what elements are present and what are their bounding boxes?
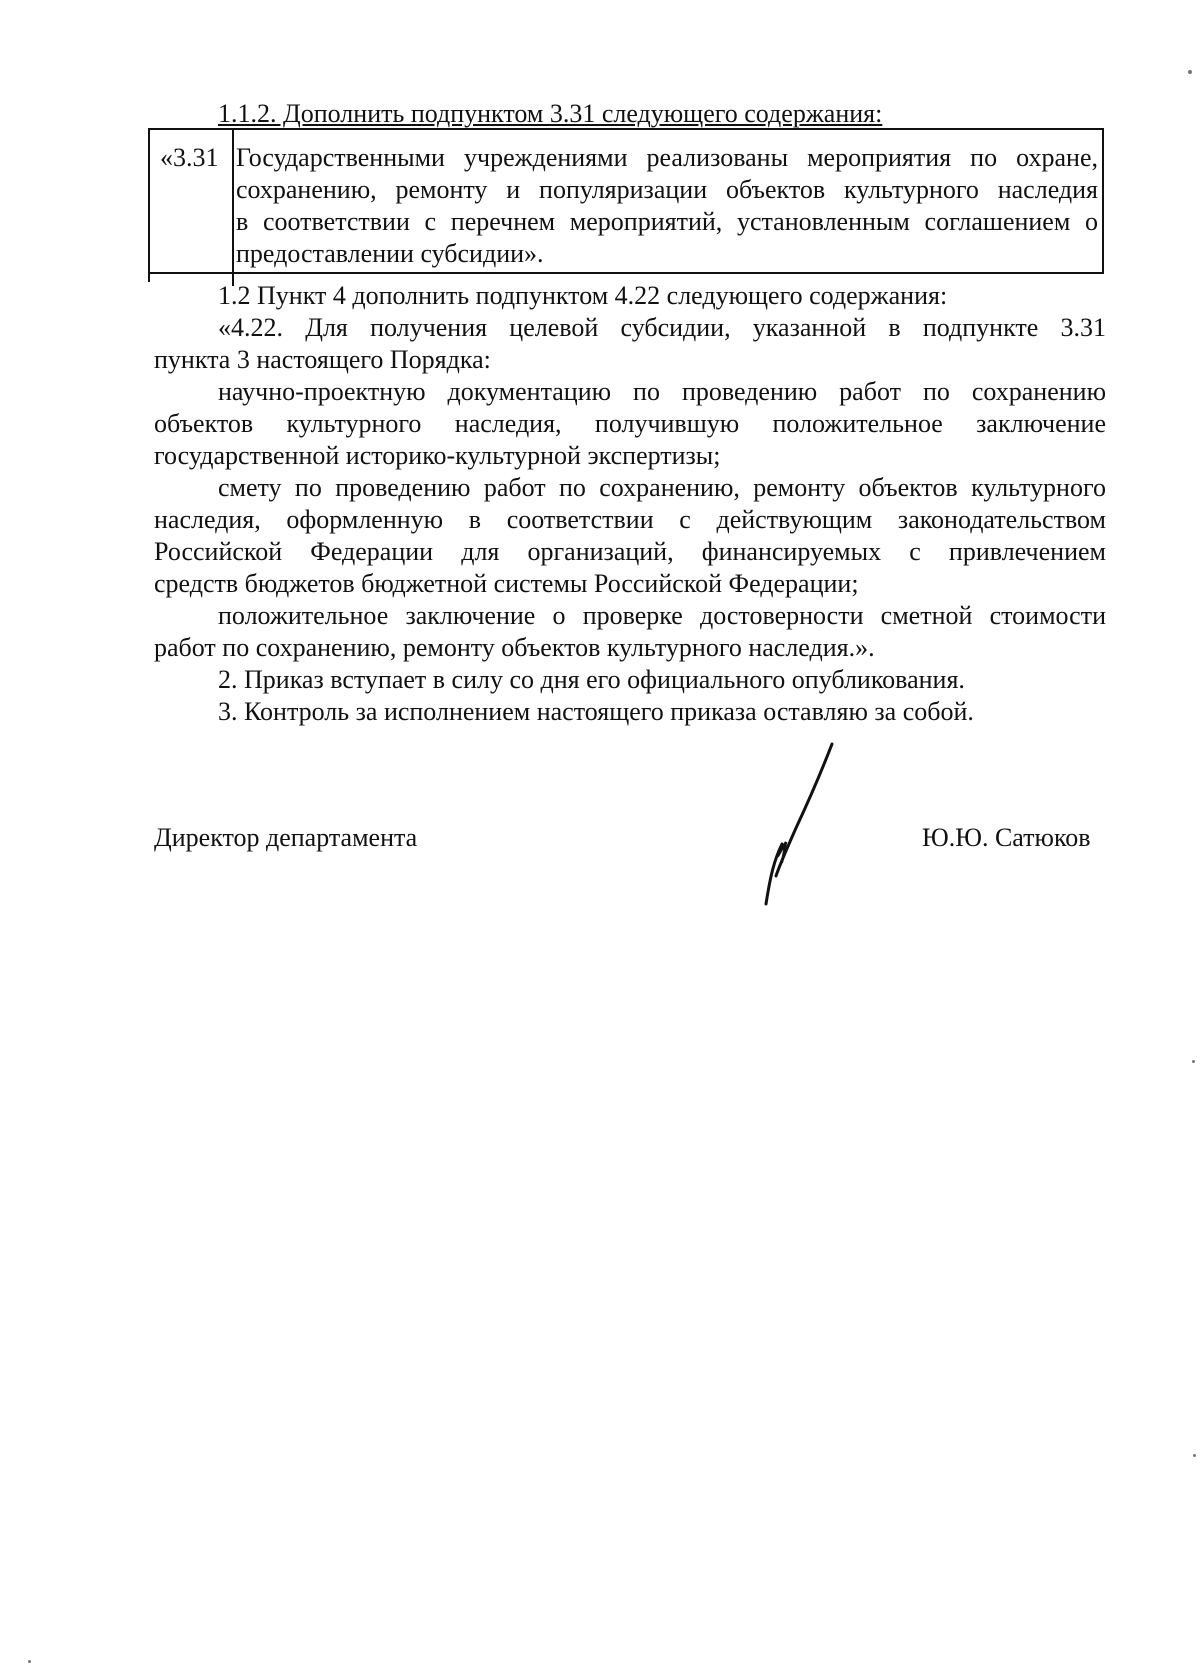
scan-speck bbox=[1188, 70, 1192, 74]
table-left-border bbox=[148, 128, 150, 282]
paragraph-1-2: 1.2 Пункт 4 дополнить подпунктом 4.22 следующего содержания: bbox=[218, 281, 948, 310]
paragraph-design-doc-line-1: научно-проектную документацию по проведению работ по сохранению bbox=[218, 377, 1106, 406]
paragraph-estimate-line-4: средств бюджетов бюджетной системы Российской Федерации; bbox=[154, 569, 859, 598]
position-title: Директор департамента bbox=[154, 823, 418, 852]
scan-speck bbox=[1193, 1454, 1196, 1457]
scan-speck bbox=[28, 1660, 31, 1663]
paragraph-2: 2. Приказ вступает в силу со дня его официального опубликования. bbox=[218, 665, 965, 694]
table-text-line: Государственными учреждениями реализованы мероприятия по охране, bbox=[236, 143, 1098, 172]
paragraph-4-22-line-2: пункта 3 настоящего Порядка: bbox=[154, 345, 491, 374]
paragraph-3: 3. Контроль за исполнением настоящего приказа оставляю за собой. bbox=[218, 697, 974, 726]
amendment-heading: 1.1.2. Дополнить подпунктом 3.31 следующего содержания: bbox=[218, 99, 883, 128]
scan-speck bbox=[1192, 1060, 1195, 1063]
paragraph-estimate-line-3: Российской Федерации для организаций, финансируемых с привлечением bbox=[154, 537, 1106, 566]
handwritten-signature bbox=[752, 736, 848, 916]
paragraph-4-22-line-1: «4.22. Для получения целевой субсидии, указанной в подпункте 3.31 bbox=[218, 313, 1106, 342]
table-column-divider bbox=[232, 128, 234, 286]
paragraph-conclusion-line-2: работ по сохранению, ремонту объектов культурного наследия.». bbox=[154, 633, 875, 662]
table-item-number: «3.31 bbox=[160, 143, 219, 172]
table-text-line: предоставлении субсидии». bbox=[236, 239, 544, 268]
paragraph-design-doc-line-2: объектов культурного наследия, получившую положительное заключение bbox=[154, 409, 1106, 438]
paragraph-conclusion-line-1: положительное заключение о проверке достоверности сметной стоимости bbox=[218, 601, 1106, 630]
paragraph-estimate-line-1: смету по проведению работ по сохранению, ремонту объектов культурного bbox=[218, 473, 1106, 502]
table-text-line: сохранению, ремонту и популяризации объектов культурного наследия bbox=[236, 175, 1098, 204]
paragraph-estimate-line-2: наследия, оформленную в соответствии с действующим законодательством bbox=[154, 505, 1106, 534]
paragraph-design-doc-line-3: государственной историко-культурной экспертизы; bbox=[154, 441, 721, 470]
signatory-name: Ю.Ю. Сатюков bbox=[922, 823, 1091, 852]
table-text-line: в соответствии с перечнем мероприятий, установленным соглашением о bbox=[236, 207, 1098, 236]
